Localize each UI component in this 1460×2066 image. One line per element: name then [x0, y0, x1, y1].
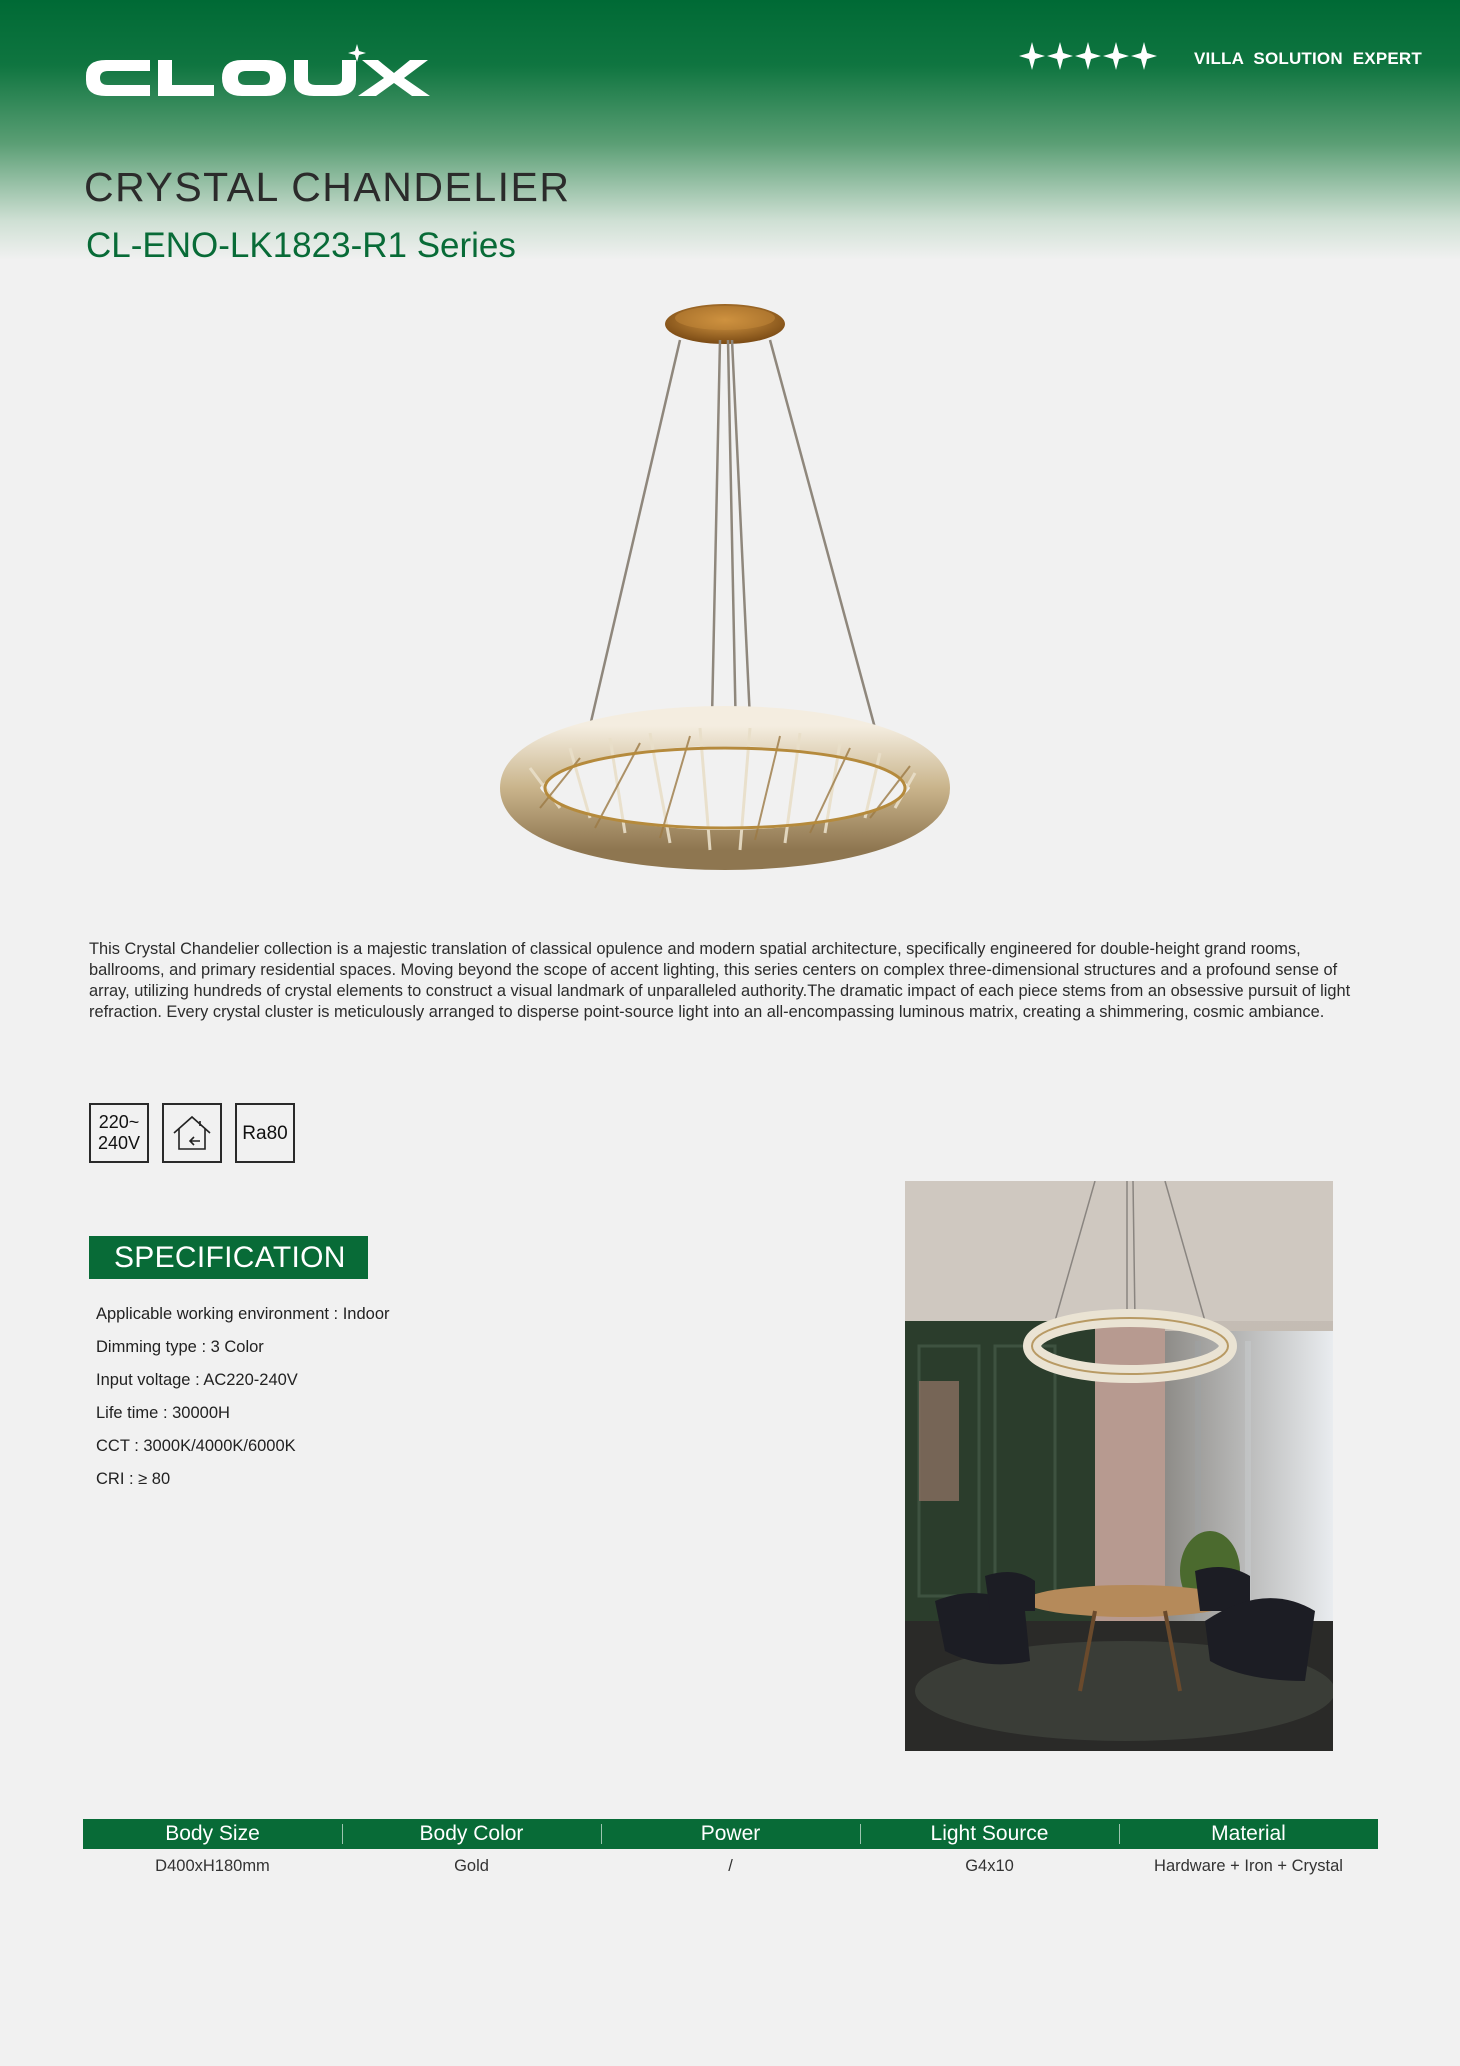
product-description: This Crystal Chandelier collection is a majestic translation of classical opulence and modern spatial architecture, specifically engineered for double-height grand rooms, ballrooms, and primary residential spaces. Moving beyond the scope of accent lighting, this series centers on complex three-dimensional structures and a profound sense of array, utilizing hundreds of crystal elements to construct a visual landmark of unparalleled authority.The dramatic impact of each piece stems from an obsessive pursuit of light refraction. Every crystal cluster is meticulously arranged to disperse point-source light into an all-encompassing luminous matrix, creating a shimmering, cosmic ambiance. [89, 940, 1351, 1021]
spec-item: Dimming type : 3 Color [96, 1338, 264, 1356]
header-body-size: Body Size [165, 1822, 260, 1845]
cri-badge: Ra80 [235, 1103, 295, 1163]
header-material: Material [1119, 1819, 1378, 1849]
brand-tagline: VILLA SOLUTION EXPERT [1194, 49, 1422, 68]
specification-list [96, 1303, 390, 1501]
chandelier-product-image [500, 288, 950, 888]
star-icon [1046, 40, 1074, 72]
value-body-size: D400xH180mm [155, 1856, 270, 1875]
spec-table [83, 1819, 1378, 1883]
feature-badges [89, 1103, 295, 1163]
brand-logo [84, 42, 436, 104]
rating-stars [1018, 40, 1158, 76]
spec-item: Life time : 30000H [96, 1404, 230, 1422]
voltage-line-1: 220~ [98, 1112, 140, 1132]
value-light-source: G4x10 [965, 1856, 1014, 1875]
spec-table-header [83, 1819, 1378, 1849]
star-icon [1130, 40, 1158, 72]
specification-heading: SPECIFICATION [89, 1236, 368, 1279]
table-row [83, 1849, 1378, 1883]
product-title: CRYSTAL CHANDELIER [84, 164, 571, 210]
value-material: Hardware + Iron + Crystal [1154, 1856, 1343, 1875]
spec-item: Applicable working environment : Indoor [96, 1305, 390, 1323]
star-icon [1018, 40, 1046, 72]
header-light-source: Light Source [860, 1819, 1119, 1849]
spec-item: CCT : 3000K/4000K/6000K [96, 1437, 296, 1455]
header-body-color: Body Color [342, 1819, 601, 1849]
star-icon [1074, 40, 1102, 72]
voltage-line-2: 240V [97, 1133, 141, 1153]
product-series: CL-ENO-LK1823-R1 Series [86, 226, 516, 265]
room-scene-image [905, 1181, 1333, 1751]
spec-item: CRI : ≥ 80 [96, 1470, 171, 1488]
indoor-badge [162, 1103, 222, 1163]
header-power: Power [601, 1819, 860, 1849]
voltage-badge [89, 1103, 149, 1163]
star-icon [1102, 40, 1130, 72]
indoor-house-icon [170, 1113, 214, 1153]
value-power: / [728, 1856, 733, 1875]
spec-item: Input voltage : AC220-240V [96, 1371, 298, 1389]
header-band [0, 0, 1460, 260]
value-body-color: Gold [454, 1856, 489, 1875]
